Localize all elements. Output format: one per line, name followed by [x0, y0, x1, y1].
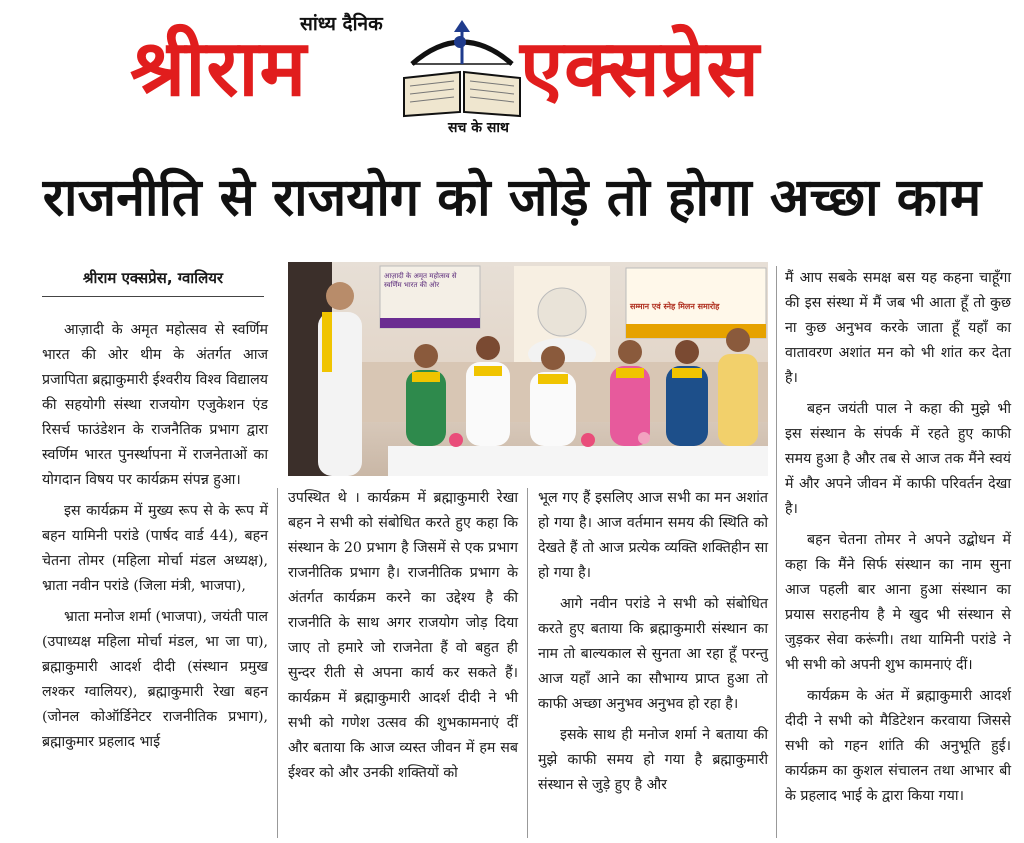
paragraph: आज़ादी के अमृत महोत्सव से स्वर्णिम भारत की ओर थीम के अंतर्गत आज प्रजापिता ब्रह्माकुमारी ईश्वरीय विश्व विद्यालय की सहयोगी संस्था राजयोग एजुकेशन एंड रिसर्च फाउंडेशन के राजनैतिक प्रभाग द्वारा स्वर्णिम भारत पुनर्स्थापना में राजनेताओं का योगदान विषय पर कार्यक्रम संपन्न हुआ।	[42, 322, 268, 488]
paragraph: कार्यक्रम के अंत में ब्रह्माकुमारी आदर्श दीदी ने सभी को मैडिटेशन करवाया जिससे सभी को गहन शांति की अनुभूति हुई। कार्यक्रम का कुशल संचालन तथा आभार बी के प्रहलाद भाई के द्वारा किया गया।	[785, 688, 1011, 804]
paragraph: इसके साथ ही मनोज शर्मा ने बताया की मुझे काफी समय हो गया है ब्रह्माकुमारी संस्थान से जुड़े हुए है और	[538, 727, 768, 793]
paragraph: भ्राता मनोज शर्मा (भाजपा), जयंती पाल (उपाध्यक्ष महिला मोर्चा मंडल, भा जा पा), ब्रह्माकुमारी आदर्श दीदी (संस्थान प्रमुख लश्कर ग्वालियर), ब्रह्माकुमारी रेखा बहन (जोनल कोऑर्डिनेटर राजनीतिक प्रभाग), ब्रह्माकुमार प्रहलाद भाई	[42, 609, 268, 750]
event-photo	[288, 262, 768, 476]
article-column-2	[288, 486, 518, 786]
article-column-3	[538, 486, 768, 798]
column-divider	[776, 266, 777, 838]
masthead-title-right: एक्सप्रेस	[520, 24, 761, 114]
paragraph: उपस्थित थे । कार्यक्रम में ब्रह्माकुमारी रेखा बहन ने सभी को संबोधित करते हुए कहा कि संस्थान के 20 प्रभाग है जिसमें से एक प्रभाग राजनीतिक प्रभाग है। राजनीतिक प्रभाग के अंतर्गत कार्यक्रम करने का उद्देश्य है की राजनीति के साथ अगर राजयोग जोड़ दिया जाए तो हमारे जो राजनेता हैं वो बहुत ही सुन्दर रीती से अपना कार्य कर सकते हैं। कार्यक्रम में ब्रह्माकुमारी आदर्श दीदी ने भी सभी को गणेश उत्सव की शुभकामनाएं दीं और बताया कि आज व्यस्त जीवन में हम सब ईश्वर को और उनकी शक्तियों को	[288, 490, 518, 781]
paragraph: मैं आप सबके समक्ष बस यह कहना चाहूँगा की इस संस्था में मैं जब भी आता हूँ तो कुछ ना कुछ अनुभव करके जाता हूँ यहाँ का वातावरण अशांत मन को भी शांत कर देता है।	[785, 270, 1011, 386]
article-byline: श्रीराम एक्सप्रेस, ग्वालियर	[42, 268, 264, 297]
article-headline: राजनीति से राजयोग को जोड़े तो होगा अच्छा काम	[42, 168, 982, 228]
paragraph: बहन जयंती पाल ने कहा की मुझे भी इस संस्थान के संपर्क में रहते हुए काफी समय हुआ है और तब से आज तक मैंने स्वयं में और अपने जीवन में काफी परिवर्तन देखा है।	[785, 401, 1011, 517]
event-photo-illustration	[288, 262, 768, 476]
column-divider	[527, 488, 528, 838]
article-column-1	[42, 318, 268, 755]
paragraph: बहन चेतना तोमर ने अपने उद्बोधन में कहा कि मैंने सिर्फ संस्थान का नाम सुना आज पहली बार आना हुआ संस्थान का प्रयास सराहनीय है मे खुद भी संस्थान से जुड़कर सेवा करूंगी। तथा यामिनी परांडे ने भी सभी को अपनी शुभ कामनाएं दीं।	[785, 532, 1011, 673]
paragraph: आगे नवीन परांडे ने सभी को संबोधित करते हुए बताया कि ब्रह्माकुमारी संस्थान का नाम तो बाल्यकाल से सुनता आ रहा हूँ परन्तु आज यहाँ आने का सौभाग्य प्राप्त हुआ तो काफी अच्छा अनुभव अनुभव हो रहा है।	[538, 596, 768, 712]
photo-banner-left-text: आज़ादी के अमृत महोत्सव से स्वर्णिम भारत की ओर	[384, 272, 457, 289]
column-divider	[277, 488, 278, 838]
paragraph: भूल गए हैं इसलिए आज सभी का मन अशांत हो गया है। आज वर्तमान समय की स्थिति को देखते हैं तो आज प्रत्येक व्यक्ति शक्तिहीन सा हो गया है।	[538, 490, 768, 581]
article-column-4	[785, 266, 1011, 809]
paragraph: इस कार्यक्रम में मुख्य रूप से के रूप में बहन यामिनी परांडे (पार्षद वार्ड 44), बहन चेतना तोमर (महिला मोर्चा मंडल अध्यक्ष), भ्राता नवीन परांडे (जिला मंत्री, भाजपा),	[42, 503, 268, 594]
photo-banner-right-text: सम्मान एवं स्नेह मिलन समारोह	[630, 302, 720, 311]
bow-arrow-book-logo	[398, 20, 526, 120]
masthead-tagline: सच के साथ	[448, 120, 509, 136]
masthead-title-left: श्रीराम	[130, 24, 308, 114]
edition-label: सांध्य दैनिक	[300, 13, 383, 35]
